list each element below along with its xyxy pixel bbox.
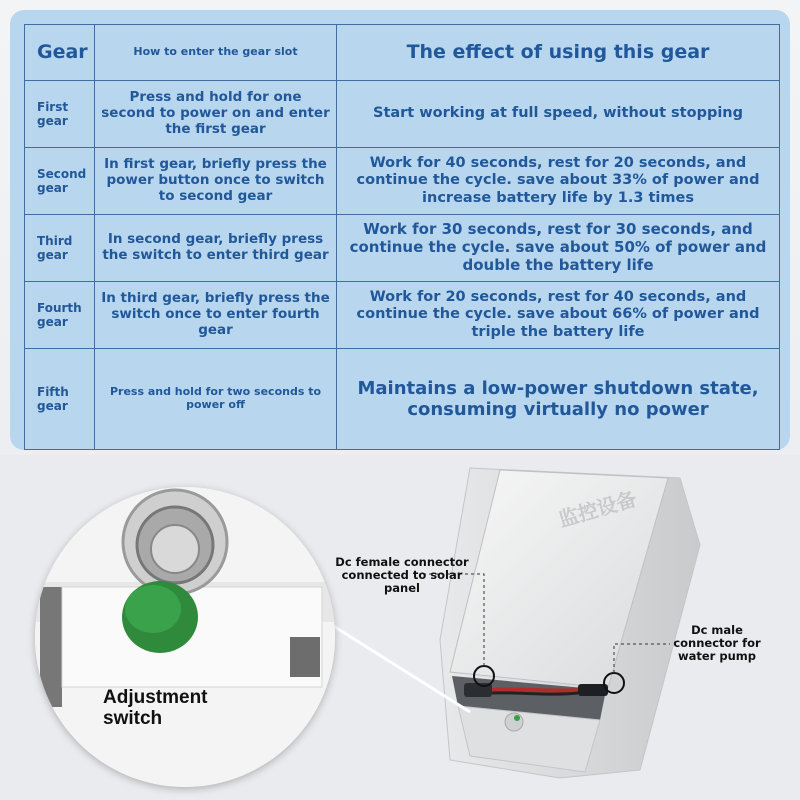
row-5-gear: Fifth gear (25, 349, 95, 449)
header-gear: Gear (25, 25, 95, 81)
row-3-how: In second gear, briefly press the switch to enter third gear (95, 215, 337, 282)
row-3-gear: Third gear (25, 215, 95, 282)
switch-closeup (35, 487, 335, 787)
row-2-how: In first gear, briefly press the power button once to switch to second gear (95, 148, 337, 215)
gear-table (24, 24, 780, 450)
callout-water-pump: Dc male connector for water pump (673, 623, 761, 664)
row-5-effect: Maintains a low-power shutdown state, consuming virtually no power (357, 377, 759, 420)
row-2-gear: Second gear (25, 148, 95, 215)
gear-table-panel (10, 10, 790, 450)
box-print: 监控设备 (555, 486, 640, 532)
switch-zoom-circle (35, 487, 335, 787)
row-1-how: Press and hold for one second to power on and enter the first gear (95, 81, 337, 148)
row-3-effect: Work for 30 seconds, rest for 30 seconds, and continue the cycle. save about 50% of power and double the battery life (337, 215, 779, 282)
row-1-effect: Start working at full speed, without stopping (337, 81, 779, 148)
row-1-gear: First gear (25, 81, 95, 148)
row-5-how: Press and hold for two seconds to power off (95, 349, 337, 449)
box-switch (505, 713, 523, 731)
row-4-effect: Work for 20 seconds, rest for 40 seconds, and continue the cycle. save about 66% of power and triple the battery life (337, 282, 779, 349)
header-how: How to enter the gear slot (95, 25, 337, 81)
callout-solar-panel: Dc female connector connected to solar panel (335, 555, 469, 596)
row-2-effect: Work for 40 seconds, rest for 20 seconds, and continue the cycle. save about 33% of power and increase battery life by 1.3 times (337, 148, 779, 215)
row-4-how: In third gear, briefly press the switch once to enter fourth gear (95, 282, 337, 349)
adjustment-switch-label: Adjustment switch (103, 687, 208, 729)
row-4-gear: Fourth gear (25, 282, 95, 349)
header-effect: The effect of using this gear (337, 25, 779, 81)
